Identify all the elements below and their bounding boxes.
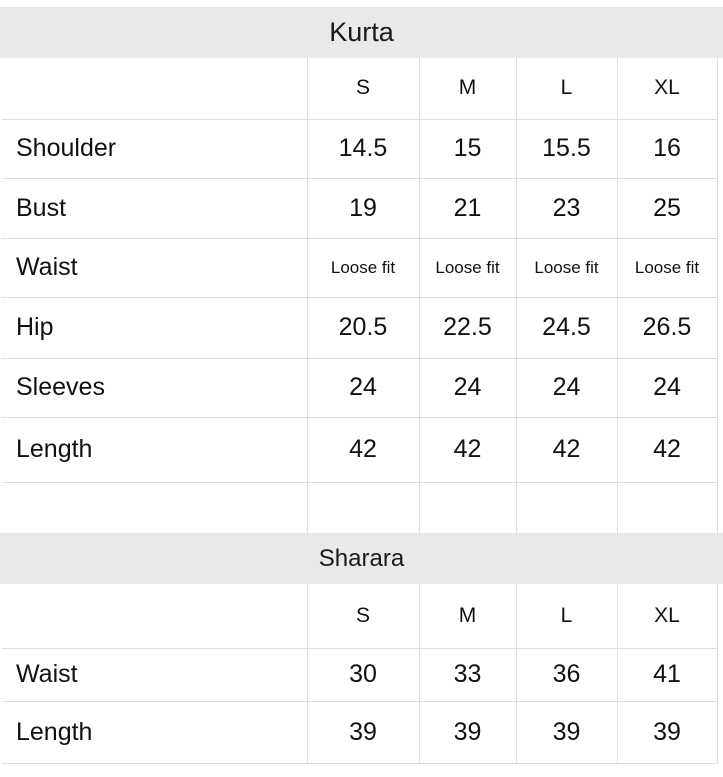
size-header-xl: XL [617, 58, 717, 119]
row-label: Length [2, 701, 307, 763]
measurement-cell: 15.5 [516, 119, 617, 178]
measurement-cell: 41 [617, 648, 717, 701]
kurta-header-row [2, 58, 717, 119]
corner-cell [2, 58, 307, 119]
measurement-cell: 24 [516, 358, 617, 417]
row-label: Sleeves [2, 358, 307, 417]
measurement-cell: Loose fit [307, 238, 419, 297]
row-label: Length [2, 417, 307, 482]
empty-cell [617, 482, 717, 533]
table-row [2, 701, 717, 763]
empty-cell [419, 482, 516, 533]
measurement-cell: 39 [617, 701, 717, 763]
measurement-cell: 39 [419, 701, 516, 763]
measurement-cell: 42 [617, 417, 717, 482]
measurement-cell: 39 [307, 701, 419, 763]
measurement-cell: 20.5 [307, 297, 419, 358]
measurement-cell: 16 [617, 119, 717, 178]
empty-cell [307, 482, 419, 533]
measurement-cell: 42 [419, 417, 516, 482]
table-row [2, 119, 717, 178]
measurement-cell: 15 [419, 119, 516, 178]
row-label: Hip [2, 297, 307, 358]
empty-row [2, 482, 717, 533]
size-header-xl: XL [617, 584, 717, 648]
measurement-cell: 26.5 [617, 297, 717, 358]
measurement-cell: 14.5 [307, 119, 419, 178]
measurement-cell: 24.5 [516, 297, 617, 358]
measurement-cell: Loose fit [516, 238, 617, 297]
size-header-s: S [307, 58, 419, 119]
measurement-cell: 24 [307, 358, 419, 417]
table-row [2, 297, 717, 358]
measurement-cell: 42 [516, 417, 617, 482]
row-label: Waist [2, 238, 307, 297]
measurement-cell: 30 [307, 648, 419, 701]
measurement-cell: 33 [419, 648, 516, 701]
corner-cell [2, 584, 307, 648]
row-label: Shoulder [2, 119, 307, 178]
measurement-cell: 24 [419, 358, 516, 417]
measurement-cell: 42 [307, 417, 419, 482]
measurement-cell: 23 [516, 178, 617, 238]
measurement-cell: 19 [307, 178, 419, 238]
table-row [2, 178, 717, 238]
size-header-l: L [516, 58, 617, 119]
empty-cell [516, 482, 617, 533]
measurement-cell: 24 [617, 358, 717, 417]
measurement-cell: 21 [419, 178, 516, 238]
table-row [2, 417, 717, 482]
sharara-size-table [2, 584, 718, 764]
table-row [2, 358, 717, 417]
size-header-l: L [516, 584, 617, 648]
row-label: Bust [2, 178, 307, 238]
empty-cell [2, 482, 307, 533]
size-header-m: M [419, 584, 516, 648]
kurta-title: Kurta [0, 7, 723, 58]
table-row [2, 648, 717, 701]
measurement-cell: 39 [516, 701, 617, 763]
measurement-cell: 22.5 [419, 297, 516, 358]
measurement-cell: Loose fit [419, 238, 516, 297]
measurement-cell: Loose fit [617, 238, 717, 297]
sharara-header-row [2, 584, 717, 648]
measurement-cell: 36 [516, 648, 617, 701]
row-label: Waist [2, 648, 307, 701]
kurta-size-table [2, 58, 718, 534]
table-row [2, 238, 717, 297]
size-header-s: S [307, 584, 419, 648]
sharara-title: Sharara [0, 533, 723, 584]
size-header-m: M [419, 58, 516, 119]
measurement-cell: 25 [617, 178, 717, 238]
